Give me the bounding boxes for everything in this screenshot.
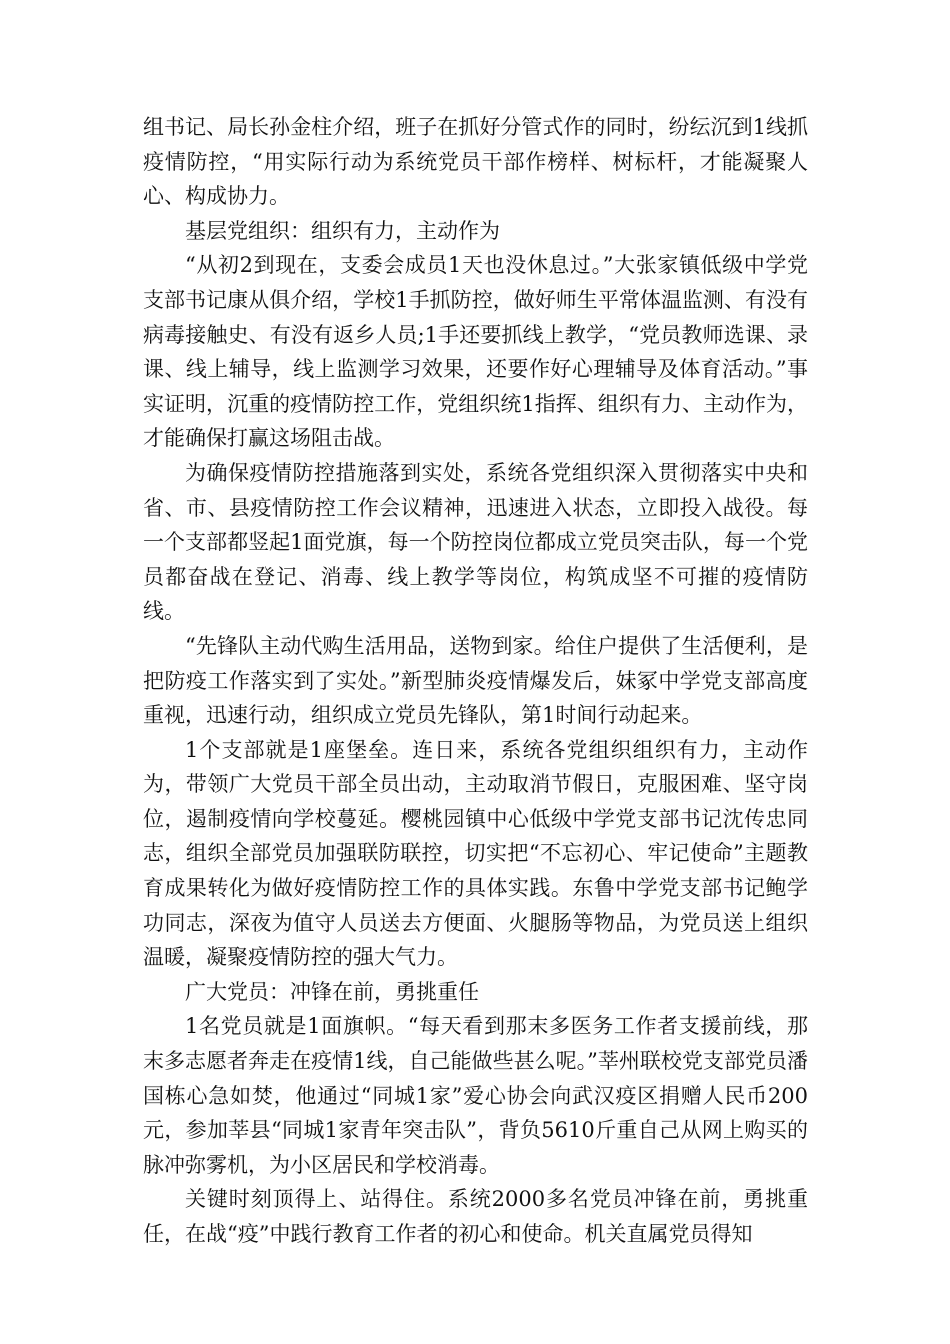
paragraph: “先锋队主动代购生活用品，送物到家。给住户提供了生活便利，是把防疫工作落实到了实处。”新型肺炎疫情爆发后，妹冢中学党支部高度重视，迅速行动，组织成立党员先锋队，第1时间行动起来。 bbox=[143, 633, 808, 728]
paragraph: 1名党员就是1面旗帜。“每天看到那末多医务工作者支援前线，那末多志愿者奔走在疫情1线，自己能做些甚么呢。”莘州联校党支部党员潘国栋心急如焚，他通过“同城1家”爱心协会向武汉疫区捐赠人民币200元，参加莘县“同城1家青年突击队”，背负5610斤重自己从网上购买的脉冲弥雾机，为小区居民和学校消毒。 bbox=[143, 1014, 808, 1177]
paragraph: 1个支部就是1座堡垒。连日来，系统各党组织组织有力，主动作为，带领广大党员干部全员出动，主动取消节假日，克服困难、坚守岗位，遏制疫情向学校蔓延。樱桃园镇中心低级中学党支部书记沈传忠同志，组织全部党员加强联防联控，切实把“不忘初心、牢记使命”主题教育成果转化为做好疫情防控工作的具体实践。东鲁中学党支部书记鲍学功同志，深夜为值守人员送去方便面、火腿肠等物品，为党员送上组织温暖，凝聚疫情防控的强大气力。 bbox=[143, 737, 808, 970]
section-heading: 广大党员：冲锋在前，勇挑重任 bbox=[185, 979, 479, 1004]
paragraph: 关键时刻顶得上、站得住。系统2000多名党员冲锋在前，勇挑重任，在战“疫”中践行教育工作者的初心和使命。机关直属党员得知 bbox=[143, 1187, 808, 1246]
paragraph: 组书记、局长孙金柱介绍，班子在抓好分管式作的同时，纷纭沉到1线抓疫情防控，“用实际行动为系统党员干部作榜样、树标杆，才能凝聚人心、构成协力。 bbox=[143, 115, 808, 209]
section-heading: 基层党组织：组织有力，主动作为 bbox=[185, 218, 500, 243]
paragraph: “从初2到现在，支委会成员1天也没休息过。”大张家镇低级中学党支部书记康从俱介绍，学校1手抓防控，做好师生平常体温监测、有没有病毒接触史、有没有返乡人员;1手还要抓线上教学，“党员教师选课、录课、线上辅导，线上监测学习效果，还要作好心理辅导及体育活动。”事实证明，沉重的疫情防控工作，党组织统1指挥、组织有力、主动作为，才能确保打赢这场阻击战。 bbox=[143, 253, 808, 451]
document-body bbox=[143, 110, 808, 1252]
paragraph: 为确保疫情防控措施落到实处，系统各党组织深入贯彻落实中央和省、市、县疫情防控工作会议精神，迅速进入状态，立即投入战役。每一个支部都竖起1面党旗，每一个防控岗位都成立党员突击队，每一个党员都奋战在登记、消毒、线上教学等岗位，构筑成坚不可摧的疫情防线。 bbox=[143, 460, 808, 624]
